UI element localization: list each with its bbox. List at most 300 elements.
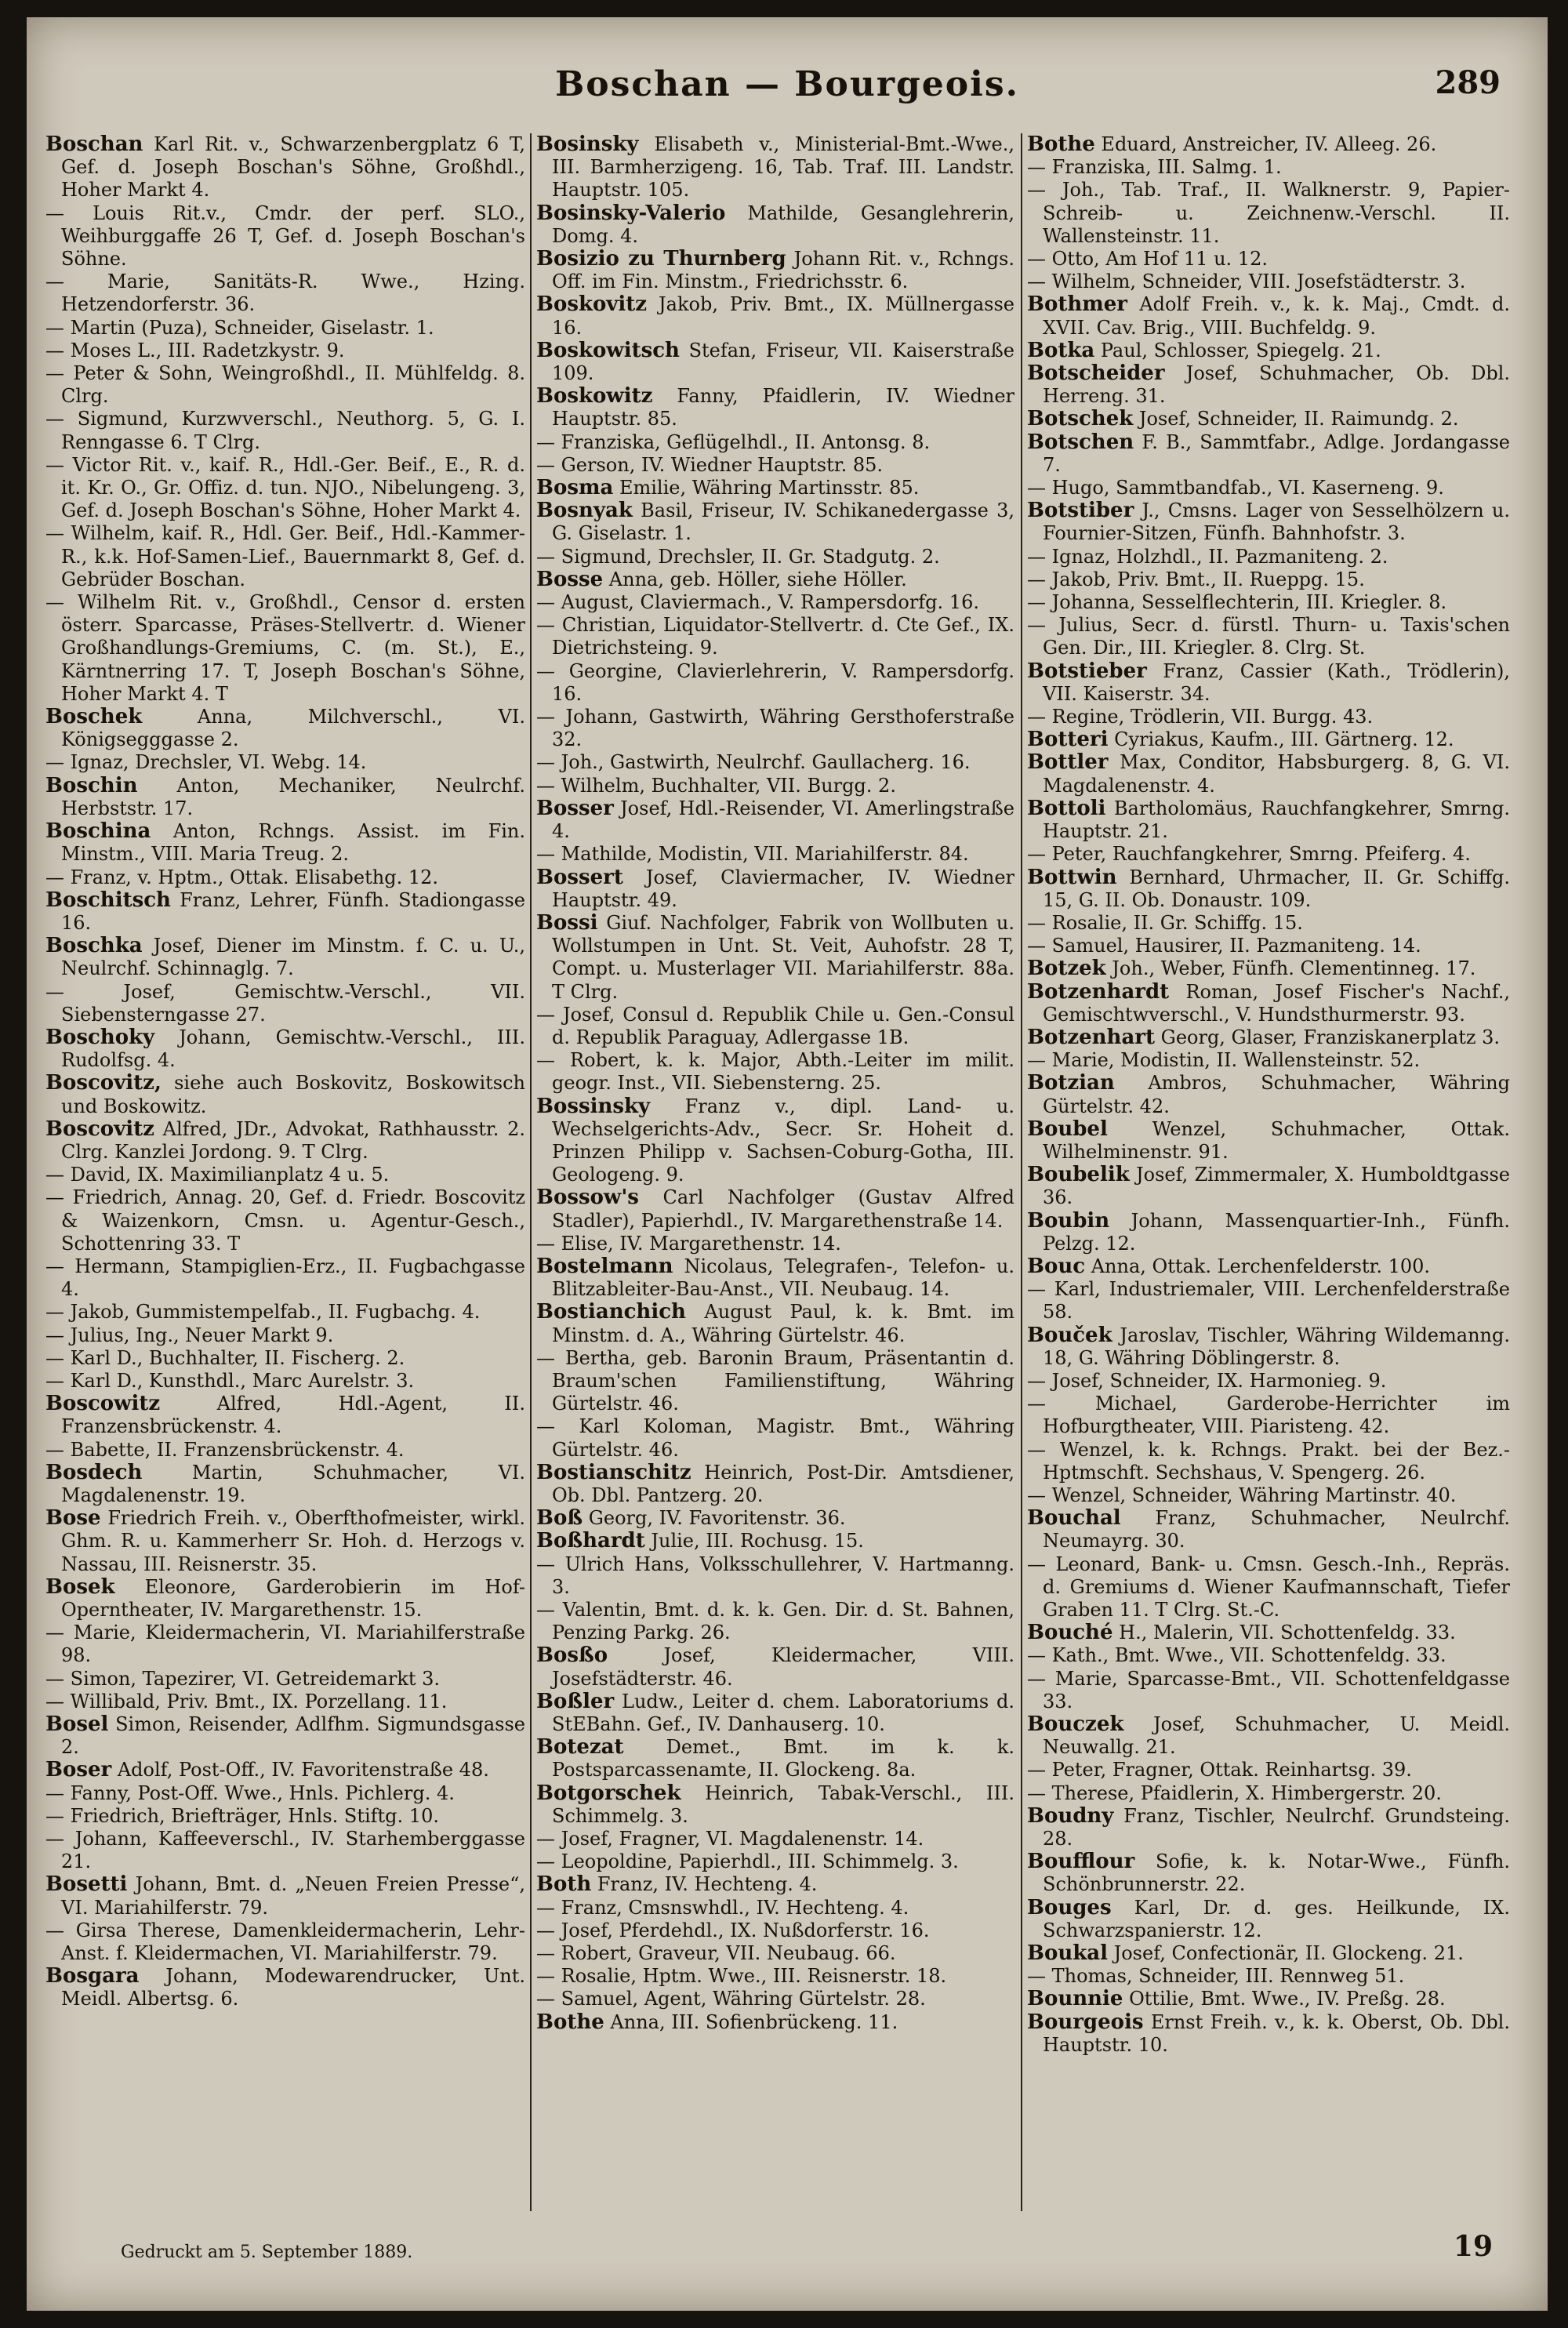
entry-details: — Sigmund, Kurzwverschl., Neuthorg. 5, G. I. Renngasse 6. T Clrg. <box>45 408 525 453</box>
directory-entry <box>536 1462 1014 1507</box>
entry-details: — Jakob, Priv. Bmt., II. Rueppg. 15. <box>1027 568 1365 590</box>
directory-entry <box>1027 1439 1510 1484</box>
directory-entry <box>45 591 525 706</box>
directory-entry <box>1027 1942 1510 1965</box>
entry-surname: Boschan <box>45 133 143 156</box>
directory-entry <box>1027 660 1510 706</box>
entry-details: — Rosalie, Hptm. Wwe., III. Reisnerstr. 18. <box>536 1965 947 1988</box>
directory-entry <box>1027 431 1510 477</box>
entry-surname: Botka <box>1027 338 1095 362</box>
directory-entry <box>536 1988 1014 2010</box>
directory-entry <box>1027 1713 1510 1759</box>
entry-details: Demet., Bmt. im k. k. Postsparcassenamte, II. Glockeng. 8a. <box>552 1736 1014 1781</box>
directory-entry <box>45 935 525 980</box>
entry-surname: Bosse <box>536 567 604 591</box>
entry-surname: Bosizio zu Thurnberg <box>536 247 786 271</box>
directory-entry <box>45 1301 525 1324</box>
entry-details: — Therese, Pfaidlerin, X. Himbergerstr. 20. <box>1027 1781 1442 1804</box>
entry-details: — Friedrich, Briefträger, Hnls. Stiftg. 10. <box>45 1804 439 1827</box>
entry-details: — Marie, Sanitäts-R. Wwe., Hzing. Hetzendorferstr. 36. <box>45 271 525 316</box>
entry-details: — Babette, II. Franzensbrückenstr. 4. <box>45 1438 405 1461</box>
entry-details: Josef, Confectionär, II. Glockeng. 21. <box>1113 1942 1464 1965</box>
directory-entry <box>536 1004 1014 1049</box>
directory-entry <box>45 889 525 935</box>
directory-entry <box>1027 1850 1510 1896</box>
entry-surname: Boschina <box>45 819 151 844</box>
directory-entry <box>1027 1026 1510 1049</box>
entry-details: — Bertha, geb. Baronin Braum, Präsentantin d. Braum'schen Familienstiftung, Währing Gürtelstr. 46. <box>536 1346 1014 1415</box>
entry-details: Paul, Schlosser, Spiegelg. 21. <box>1100 339 1381 361</box>
entry-details: — Joh., Gastwirth, Neulrchf. Gaullacherg. 16. <box>536 751 971 774</box>
entry-details: Stefan, Friseur, VII. Kaiserstraße 109. <box>552 339 1014 385</box>
entry-details: — Leopoldine, Papierhdl., III. Schimmelg. 3. <box>536 1850 959 1873</box>
entry-details: Mathilde, Gesanglehrerin, Domg. 4. <box>552 202 1014 247</box>
entry-details: Friedrich Freih. v., Oberfthofmeister, wirkl. Ghm. R. u. Kammerherr Sr. Hoh. d. Herzogs v. Nassau, III. Reisnerstr. 35. <box>61 1507 525 1575</box>
directory-entry <box>536 1828 1014 1850</box>
entry-surname: Boschka <box>45 934 143 958</box>
entry-surname: Boscovitz <box>45 1117 154 1141</box>
entry-details: Nicolaus, Telegrafen-, Telefon- u. Blitzableiter-Bau-Anst., VII. Neubaug. 14. <box>552 1255 1014 1301</box>
entry-surname: Boudny <box>1027 1803 1114 1828</box>
entry-surname: Bostelmann <box>536 1254 673 1278</box>
directory-entry <box>536 1736 1014 1781</box>
directory-entry <box>1027 728 1510 751</box>
entry-surname: Bothe <box>536 2010 604 2034</box>
directory-entry <box>45 1691 525 1713</box>
directory-entry <box>1027 1988 1510 2010</box>
directory-entry <box>1027 1553 1510 1622</box>
directory-entry <box>1027 1622 1510 1644</box>
entry-details: Cyriakus, Kaufm., III. Gärtnerg. 12. <box>1114 728 1454 751</box>
entry-details: — Thomas, Schneider, III. Rennweg 51. <box>1027 1965 1405 1988</box>
directory-entry <box>45 775 525 820</box>
directory-entry <box>1027 1805 1510 1850</box>
entry-details: — Johanna, Sesselflechterin, III. Kriegler. 8. <box>1027 591 1447 614</box>
directory-entry <box>1027 133 1510 156</box>
entry-details: — Josef, Pferdehdl., IX. Nußdorferstr. 16. <box>536 1919 930 1941</box>
directory-entry <box>1027 981 1510 1026</box>
directory-entry <box>536 454 1014 477</box>
directory-entry <box>45 981 525 1026</box>
directory-entry <box>536 1233 1014 1255</box>
entry-details: — Karl Koloman, Magistr. Bmt., Währing Gürtelstr. 46. <box>536 1415 1014 1461</box>
directory-entry <box>45 1873 525 1919</box>
entry-details: — Hermann, Stampiglien-Erz., II. Fugbachgasse 4. <box>45 1255 525 1301</box>
entry-details: — Robert, k. k. Major, Abth.-Leiter im milit. geogr. Inst., VII. Siebensterng. 25. <box>536 1049 1014 1095</box>
entry-surname: Botzenhart <box>1027 1025 1155 1049</box>
directory-entry <box>45 340 525 362</box>
directory-entry <box>536 477 1014 499</box>
entry-surname: Botzenhardt <box>1027 979 1170 1004</box>
directory-entry <box>45 1026 525 1072</box>
entry-details: — August, Claviermach., V. Rampersdorfg. 16. <box>536 591 979 614</box>
entry-details: Carl Nachfolger (Gustav Alfred Stadler), Papierhdl., IV. Margarethenstraße 14. <box>552 1186 1014 1232</box>
entry-surname: Bouges <box>1027 1895 1112 1919</box>
entry-details: Basil, Friseur, IV. Schikanedergasse 3, G. Giselastr. 1. <box>552 499 1014 545</box>
entry-details: — Ulrich Hans, Volksschullehrer, V. Hartmanng. 3. <box>536 1553 1014 1598</box>
print-date-note: Gedruckt am 5. September 1889. <box>121 2243 413 2262</box>
entry-details: Max, Conditor, Habsburgerg. 8, G. VI. Magdalenenstr. 4. <box>1043 751 1510 797</box>
directory-entry <box>536 1965 1014 1988</box>
entry-details: — Hugo, Sammtbandfab., VI. Kaserneng. 9. <box>1027 477 1444 499</box>
entry-details: — Friedrich, Annag. 20, Gef. d. Friedr. Boscovitz & Waizenkorn, Cmsn. u. Agentur-Gesch., Schottenring 33. T <box>45 1186 525 1255</box>
directory-entry <box>536 1782 1014 1828</box>
entry-details: — Rosalie, II. Gr. Schiffg. 15. <box>1027 911 1303 934</box>
entry-details: — Franziska, Geflügelhdl., II. Antonsg. 8. <box>536 430 931 453</box>
directory-entry <box>536 591 1014 614</box>
entry-details: Franz, Tischler, Neulrchf. Grundsteing. 28. <box>1043 1804 1510 1850</box>
entry-details: Johann, Bmt. d. „Neuen Freien Presse“, VI. Mariahilferstr. 79. <box>61 1873 525 1919</box>
entry-surname: Boßler <box>536 1689 615 1713</box>
entry-details: Bartholomäus, Rauchfangkehrer, Smrng. Hauptstr. 21. <box>1043 797 1510 843</box>
directory-entry <box>1027 156 1510 179</box>
entry-details: — Wilhelm, Buchhalter, VII. Burgg. 2. <box>536 774 896 797</box>
entry-details: — Girsa Therese, Damenkleidermacherin, Lehr-Anst. f. Kleidermachen, VI. Mariahilferstr. 79. <box>45 1919 525 1965</box>
directory-entry <box>45 408 525 453</box>
entry-details: — Karl D., Buchhalter, II. Fischerg. 2. <box>45 1346 405 1369</box>
entry-surname: Bossert <box>536 865 623 889</box>
directory-entry <box>536 1850 1014 1873</box>
entry-details: — Julius, Ing., Neuer Markt 9. <box>45 1324 334 1346</box>
entry-details: Ernst Freih. v., k. k. Oberst, Ob. Dbl. Hauptstr. 10. <box>1043 2010 1510 2056</box>
directory-entry <box>45 1668 525 1691</box>
page-title: Boschan — Bourgeois. <box>555 64 1019 104</box>
column-divider <box>530 133 532 2211</box>
entry-details: Josef, Schuhmacher, U. Meidl. Neuwallg. 21. <box>1043 1713 1510 1759</box>
entry-details: — Joh., Tab. Traf., II. Walknerstr. 9, Papier-Schreib- u. Zeichnenw.-Verschl. II. Wallensteinstr. 11. <box>1027 179 1510 247</box>
directory-entry <box>1027 935 1510 957</box>
entry-details: Jaroslav, Tischler, Währing Wildemanng. 18, G. Währing Döblingerstr. 8. <box>1043 1324 1510 1369</box>
directory-entry <box>536 1507 1014 1530</box>
directory-entry <box>45 1965 525 2010</box>
directory-entry <box>45 1370 525 1393</box>
entry-details: Josef, Diener im Minstm. f. C. u. U., Neulrchf. Schinnaglg. 7. <box>61 935 525 980</box>
entry-surname: Boschoky <box>45 1025 155 1049</box>
directory-entry <box>1027 866 1510 912</box>
entry-surname: Boukal <box>1027 1941 1108 1966</box>
entry-surname: Boßhardt <box>536 1529 645 1553</box>
entry-details: Karl Rit. v., Schwarzenbergplatz 6 T, Gef. d. Joseph Boschan's Söhne, Großhdl., Hoher Markt 4. <box>61 133 525 202</box>
entry-surname: Bosdech <box>45 1460 143 1484</box>
directory-entry <box>536 866 1014 912</box>
entry-details: — Georgine, Clavierlehrerin, V. Rampersdorfg. 16. <box>536 659 1014 705</box>
directory-entry <box>1027 797 1510 843</box>
directory-entry <box>1027 1644 1510 1667</box>
directory-entry <box>45 706 525 751</box>
entry-details: — Peter, Fragner, Ottak. Reinhartsg. 39. <box>1027 1759 1412 1781</box>
entry-details: — Karl D., Kunsthdl., Marc Aurelstr. 3. <box>45 1369 415 1392</box>
entry-surname: Bossinsky <box>536 1094 651 1118</box>
entry-surname: Bosel <box>45 1712 109 1737</box>
entry-details: Adolf Freih. v., k. k. Maj., Cmdt. d. XVII. Cav. Brig., VIII. Buchfeldg. 9. <box>1043 293 1510 339</box>
entry-details: — Jakob, Gummistempelfab., II. Fugbachg. 4. <box>45 1301 481 1324</box>
entry-details: — Karl, Industriemaler, VIII. Lerchenfelderstraße 58. <box>1027 1278 1510 1324</box>
entry-surname: Bosetti <box>45 1872 128 1897</box>
entry-details: Eleonore, Garderobierin im Hof-Operntheater, IV. Margarethenstr. 15. <box>61 1575 525 1621</box>
entry-details: — Marie, Kleidermacherin, VI. Mariahilferstraße 98. <box>45 1622 525 1667</box>
directory-entry <box>536 1553 1014 1599</box>
entry-surname: Both <box>536 1872 592 1897</box>
entry-surname: Bose <box>45 1506 101 1531</box>
entry-details: — Josef, Consul d. Republik Chile u. Gen.-Consul d. Republik Paraguay, Adlergasse 1B. <box>536 1003 1014 1048</box>
entry-details: Georg, Glaser, Franziskanerplatz 3. <box>1160 1026 1501 1048</box>
entry-details: Alfred, Hdl.-Agent, II. Franzensbrückenstr. 4. <box>61 1393 525 1438</box>
directory-entry <box>536 751 1014 774</box>
entry-details: Ambros, Schuhmacher, Währing Gürtelstr. 42. <box>1043 1072 1510 1117</box>
page-header <box>27 64 1548 111</box>
entry-details: Sofie, k. k. Notar-Wwe., Fünfh. Schönbrunnerstr. 22. <box>1043 1850 1510 1896</box>
entry-details: Josef, Claviermacher, IV. Wiedner Hauptstr. 49. <box>552 866 1014 911</box>
entry-details: H., Malerin, VII. Schottenfeldg. 33. <box>1119 1622 1456 1644</box>
entry-surname: Botgorschek <box>536 1781 681 1805</box>
entry-surname: Bothe <box>1027 133 1095 156</box>
directory-entry <box>536 340 1014 385</box>
directory-entry <box>536 797 1014 843</box>
directory-entry <box>536 1186 1014 1232</box>
entry-surname: Boscowitz <box>45 1392 161 1416</box>
directory-entry <box>45 1919 525 1965</box>
directory-entry <box>45 1507 525 1576</box>
entry-details: — Valentin, Bmt. d. k. k. Gen. Dir. d. St. Bahnen, Penzing Parkg. 26. <box>536 1599 1014 1644</box>
directory-entry <box>536 1919 1014 1942</box>
entry-details: Johann, Gemischtw.-Verschl., III. Rudolfsg. 4. <box>61 1026 525 1072</box>
directory-entry <box>45 820 525 866</box>
directory-entry <box>536 248 1014 293</box>
entry-surname: Bosnyak <box>536 499 633 523</box>
entry-details: — Wilhelm, kaif. R., Hdl. Ger. Beif., Hdl.-Kammer-R., k.k. Hof-Samen-Lief., Bauernmarkt 8, Gef. d. Gebrüder Boschan. <box>45 522 525 590</box>
entry-details: Heinrich, Post-Dir. Amtsdiener, Ob. Dbl. Pantzerg. 20. <box>552 1461 1014 1506</box>
entry-details: Georg, IV. Favoritenstr. 36. <box>588 1507 846 1530</box>
entry-details: Simon, Reisender, Adlfhm. Sigmundsgasse 2. <box>61 1713 525 1759</box>
entry-details: — Ignaz, Holzhdl., II. Pazmaniteng. 2. <box>1027 545 1388 568</box>
entry-details: Anton, Mechaniker, Neulrchf. Herbststr. 17. <box>61 774 525 819</box>
entry-details: Alfred, JDr., Advokat, Rathhausstr. 2. Clrg. Kanzlei Jordong. 9. T Clrg. <box>61 1117 525 1163</box>
directory-entry <box>45 522 525 591</box>
entry-details: — Johann, Kaffeeverschl., IV. Starhemberggasse 21. <box>45 1828 525 1873</box>
entry-details: — Julius, Secr. d. fürstl. Thurn- u. Taxis'schen Gen. Dir., III. Kriegler. 8. Clrg. St. <box>1027 614 1510 659</box>
entry-surname: Botteri <box>1027 728 1109 752</box>
entry-details: — Johann, Gastwirth, Währing Gersthoferstraße 32. <box>536 706 1014 751</box>
directory-entry <box>1027 248 1510 271</box>
directory-entry <box>1027 1393 1510 1438</box>
directory-entry <box>1027 751 1510 797</box>
entry-details: August Paul, k. k. Bmt. im Minstm. d. A., Währing Gürtelstr. 46. <box>552 1301 1014 1346</box>
entry-details: — Victor Rit. v., kaif. R., Hdl.-Ger. Beif., E., R. d. it. Kr. O., Gr. Offiz. d. tun. NJO., Nibelungeng. 3, Gef. d. Joseph Boschan's Söhne, Hoher Markt 4. <box>45 453 525 522</box>
directory-entry <box>45 1622 525 1667</box>
directory-entry <box>1027 1965 1510 1988</box>
entry-details: — Sigmund, Drechsler, II. Gr. Stadgutg. 2. <box>536 545 940 568</box>
directory-entry <box>45 133 525 202</box>
directory-entry <box>1027 362 1510 408</box>
directory-entry <box>1027 706 1510 728</box>
entry-details: — Moses L., III. Radetzkystr. 9. <box>45 339 345 361</box>
directory-entry <box>1027 499 1510 545</box>
directory-entry <box>45 1782 525 1805</box>
directory-entry <box>536 546 1014 568</box>
directory-entry <box>536 1049 1014 1095</box>
entry-surname: Botstieber <box>1027 659 1147 683</box>
entry-details: Anton, Rchngs. Assist. im Fin. Minstm., VIII. Maria Treug. 2. <box>61 820 525 866</box>
directory-entry <box>1027 957 1510 980</box>
entry-details: — Otto, Am Hof 11 u. 12. <box>1027 248 1268 271</box>
entry-details: — Robert, Graveur, VII. Neubaug. 66. <box>536 1942 896 1965</box>
entry-details: — Wenzel, Schneider, Währing Martinstr. 40. <box>1027 1484 1457 1506</box>
entry-details: Martin, Schuhmacher, VI. Magdalenenstr. 19. <box>61 1461 525 1506</box>
entry-details: Julie, III. Rochusg. 15. <box>651 1530 864 1553</box>
directory-entry <box>1027 1507 1510 1553</box>
entry-surname: Bossow's <box>536 1186 639 1210</box>
entry-details: Johann Rit. v., Rchngs. Off. im Fin. Minstm., Friedrichsstr. 6. <box>552 248 1014 293</box>
directory-entry <box>1027 293 1510 339</box>
directory-entry <box>1027 1210 1510 1255</box>
entry-details: Jakob, Priv. Bmt., IX. Müllnergasse 16. <box>552 293 1014 339</box>
entry-details: Johann, Massenquartier-Inh., Fünfh. Pelzg. 12. <box>1043 1209 1510 1255</box>
entry-details: Franz, Cassier (Kath., Trödlerin), VII. Kaiserstr. 34. <box>1043 659 1510 705</box>
directory-entry <box>45 1347 525 1370</box>
entry-details: — Wilhelm, Schneider, VIII. Josefstädterstr. 3. <box>1027 271 1466 293</box>
directory-entry <box>1027 1164 1510 1209</box>
entry-surname: Boser <box>45 1758 112 1782</box>
entry-details: Anna, Milchverschl., VI. Königsegggasse 2. <box>61 706 525 751</box>
entry-details: Josef, Hdl.-Reisender, VI. Amerlingstraße 4. <box>552 797 1014 843</box>
directory-entry <box>536 843 1014 866</box>
directory-entry <box>1027 546 1510 568</box>
entry-details: — David, IX. Maximilianplatz 4 u. 5. <box>45 1164 390 1186</box>
directory-entry <box>45 751 525 774</box>
entry-surname: Bouc <box>1027 1254 1086 1278</box>
directory-entry <box>536 568 1014 591</box>
entry-surname: Boscovitz, <box>45 1071 162 1095</box>
entry-details: Heinrich, Tabak-Verschl., III. Schimmelg. 3. <box>552 1781 1014 1827</box>
directory-entry <box>536 1942 1014 1965</box>
entry-details: — Christian, Liquidator-Stellvertr. d. Cte Gef., IX. Dietrichsteing. 9. <box>536 614 1014 659</box>
entry-surname: Bosßo <box>536 1643 608 1668</box>
entry-surname: Bosser <box>536 796 614 820</box>
entry-surname: Botzian <box>1027 1071 1115 1095</box>
entry-details: F. B., Sammtfabr., Adlge. Jordangasse 7. <box>1043 430 1510 476</box>
entry-details: — Willibald, Priv. Bmt., IX. Porzellang. 11. <box>45 1690 448 1712</box>
directory-entry <box>1027 477 1510 499</box>
entry-surname: Bosek <box>45 1574 115 1599</box>
entry-details: Anna, geb. Höller, siehe Höller. <box>608 568 907 590</box>
directory-entry <box>45 271 525 316</box>
directory-entry <box>1027 340 1510 362</box>
directory-entry <box>45 1118 525 1164</box>
directory-entry <box>536 912 1014 1004</box>
entry-details: Johann, Modewarendrucker, Unt. Meidl. Albertsg. 6. <box>61 1965 525 2010</box>
directory-entry <box>536 1255 1014 1301</box>
entry-details: — Samuel, Agent, Währing Gürtelstr. 28. <box>536 1988 926 2010</box>
directory-entry <box>536 2011 1014 2034</box>
entry-details: — Fanny, Post-Off. Wwe., Hnls. Pichlerg. 4. <box>45 1781 455 1804</box>
entry-details: — Wilhelm Rit. v., Großhdl., Censor d. ersten österr. Sparcasse, Präses-Stellvertr. d. Wiener Großhandlungs-Gremiums, C. (m. St.), E., Kärntnerring 17. T, Joseph Boschan's Söhne, Hoher Markt 4. T <box>45 591 525 705</box>
directory-entry <box>1027 1324 1510 1370</box>
directory-entry <box>45 1393 525 1438</box>
entry-details: — Kath., Bmt. Wwe., VII. Schottenfeldg. 33. <box>1027 1644 1446 1667</box>
entry-surname: Bouček <box>1027 1323 1112 1347</box>
entry-details: Joh., Weber, Fünfh. Clementinneg. 17. <box>1112 957 1476 980</box>
entry-details: — Louis Rit.v., Cmdr. der perf. SLO., Weihburggaffe 26 T, Gef. d. Joseph Boschan's Söhne. <box>45 202 525 271</box>
directory-entry <box>45 454 525 523</box>
directory-entry <box>536 1530 1014 1553</box>
entry-details: Giuf. Nachfolger, Fabrik von Wollbuten u. Wollstumpen in Unt. St. Veit, Auhofstr. 28 T, Compt. u. Musterlager VII. Mariahilferstr. 88a. T Clrg. <box>552 911 1014 1003</box>
entry-details: — Leonard, Bank- u. Cmsn. Gesch.-Inh., Repräs. d. Gremiums d. Wiener Kaufmannschaft, Tiefer Graben 11. T Clrg. St.-C. <box>1027 1553 1510 1621</box>
directory-entry <box>45 202 525 271</box>
entry-surname: Botezat <box>536 1735 624 1760</box>
entry-details: Josef, Zimmermaler, X. Humboldtgasse 36. <box>1043 1164 1510 1209</box>
directory-entry <box>1027 271 1510 293</box>
directory-entry <box>536 1644 1014 1690</box>
entry-surname: Botstiber <box>1027 499 1134 523</box>
entry-surname: Bourgeois <box>1027 2010 1144 2034</box>
entry-details: J., Cmsns. Lager von Sesselhölzern u. Fournier-Sitzen, Fünfh. Bahnhofstr. 3. <box>1043 499 1510 545</box>
entry-surname: Bottwin <box>1027 865 1117 889</box>
directory-entry <box>1027 912 1510 935</box>
entry-surname: Bottler <box>1027 750 1109 775</box>
directory-entry <box>1027 179 1510 248</box>
directory-entry <box>45 1255 525 1301</box>
directory-entry <box>1027 568 1510 591</box>
directory-entry <box>45 866 525 889</box>
directory-entry <box>1027 591 1510 614</box>
entry-details: Franz, Schuhmacher, Neulrchf. Neumayrg. 30. <box>1043 1507 1510 1553</box>
signature-mark: 19 <box>1453 2230 1493 2263</box>
entry-surname: Bosinsky-Valerio <box>536 201 726 225</box>
entry-details: — Franz, Cmsnswhdl., IV. Hechteng. 4. <box>536 1896 909 1919</box>
directory-entry <box>536 1095 1014 1187</box>
entry-details: Ludw., Leiter d. chem. Laboratoriums d. StEBahn. Gef., IV. Danhauserg. 10. <box>552 1690 1014 1736</box>
entry-surname: Boufflour <box>1027 1850 1135 1874</box>
directory-entry <box>536 1301 1014 1346</box>
entry-details: — Regine, Trödlerin, VII. Burgg. 43. <box>1027 706 1374 728</box>
entry-surname: Boubin <box>1027 1208 1110 1233</box>
directory-entry <box>536 1873 1014 1896</box>
directory-entry <box>1027 1370 1510 1393</box>
page-number: 289 <box>1435 64 1501 101</box>
entry-details: Josef, Schuhmacher, Ob. Dbl. Herreng. 31. <box>1043 362 1510 408</box>
entry-surname: Bottoli <box>1027 796 1106 820</box>
directory-entry <box>536 202 1014 248</box>
entry-details: Elisabeth v., Ministerial-Bmt.-Wwe., III. Barmherzigeng. 16, Tab. Traf. III. Landstr. Hauptstr. 105. <box>552 133 1014 202</box>
directory-entry <box>536 1599 1014 1644</box>
entry-details: Karl, Dr. d. ges. Heilkunde, IX. Schwarzspanierstr. 12. <box>1043 1896 1510 1941</box>
column-divider <box>1021 133 1022 2211</box>
directory-entry <box>1027 1759 1510 1781</box>
entry-details: — Peter & Sohn, Weingroßhdl., II. Mühlfeldg. 8. Clrg. <box>45 362 525 408</box>
directory-entry <box>536 775 1014 797</box>
entry-details: Franz, IV. Hechteng. 4. <box>597 1873 818 1896</box>
directory-entry <box>536 1415 1014 1461</box>
directory-entry <box>45 1072 525 1117</box>
entry-details: — Josef, Fragner, VI. Magdalenenstr. 14. <box>536 1828 924 1850</box>
entry-details: Roman, Josef Fischer's Nachf., Gemischtwverschl., V. Hundsthurmerstr. 93. <box>1043 980 1510 1026</box>
entry-surname: Boskovitz <box>536 292 648 317</box>
entry-details: Adolf, Post-Off., IV. Favoritenstraße 48. <box>117 1759 489 1781</box>
directory-entry <box>45 1462 525 1507</box>
entry-surname: Bounnie <box>1027 1987 1123 2011</box>
entry-details: — Marie, Sparcasse-Bmt., VII. Schottenfeldgasse 33. <box>1027 1667 1510 1712</box>
entry-surname: Bosma <box>536 476 614 500</box>
entry-surname: Botscheider <box>1027 361 1165 386</box>
entry-surname: Botschen <box>1027 430 1134 454</box>
entry-details: Franz v., dipl. Land- u. Wechselgerichts-Adv., Secr. Sr. Hoheit d. Prinzen Philipp v. Sachsen-Coburg-Gotha, III. Geologeng. 9. <box>552 1095 1014 1186</box>
directory-entry <box>1027 843 1510 866</box>
directory-entry <box>1027 1668 1510 1713</box>
entry-surname: Bosgara <box>45 1964 140 1988</box>
directory-entry <box>45 1713 525 1759</box>
entry-surname: Boubelik <box>1027 1163 1130 1187</box>
directory-entry <box>1027 1255 1510 1278</box>
